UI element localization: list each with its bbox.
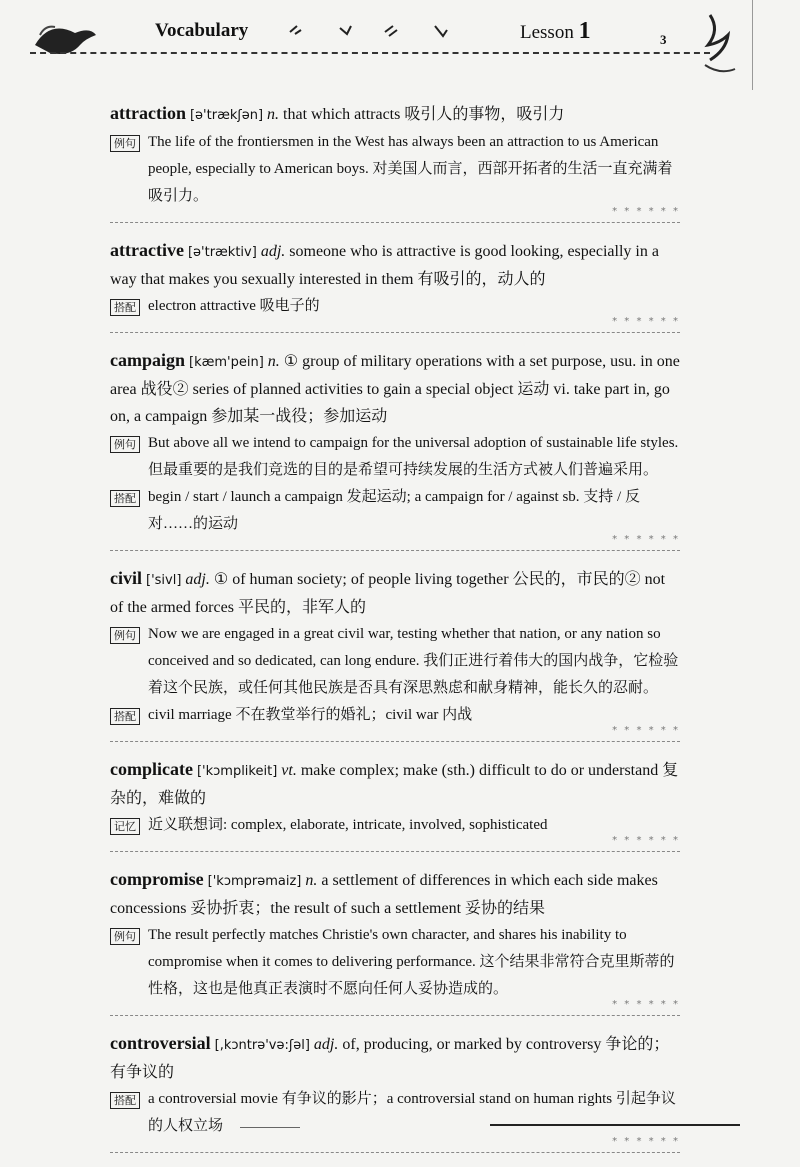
definition: someone who is attractive is good looking, especially in a way that makes you sexually interested in them 有吸引的，动人的 <box>110 243 659 288</box>
headword-line <box>110 1030 680 1086</box>
section-text: electron attractive 吸电子的 <box>148 298 320 314</box>
entry-1 <box>110 237 680 333</box>
headword-line <box>110 237 680 293</box>
entry-section <box>110 812 680 839</box>
phonetic: [ə'træktiv] <box>187 245 257 260</box>
divider-stars: * * * * * * <box>608 206 680 217</box>
divider-stars: * * * * * * <box>608 835 680 846</box>
headword-line <box>110 347 680 430</box>
headword: campaign <box>110 350 186 370</box>
section-tag: 记忆 <box>110 818 140 835</box>
page-number: 3 <box>660 32 667 47</box>
section-text: civil marriage 不在教堂举行的婚礼；civil war 内战 <box>148 707 473 723</box>
headword: controversial <box>110 1033 211 1053</box>
decorative-marks-icon <box>285 18 465 42</box>
section-tag: 例句 <box>110 135 140 152</box>
headword-line <box>110 100 680 129</box>
divider-stars: * * * * * * <box>608 534 680 545</box>
headword: civil <box>110 568 142 588</box>
section-tag: 搭配 <box>110 299 140 316</box>
phonetic: ['sivl] <box>146 573 182 588</box>
footer-line <box>490 1124 740 1126</box>
divider-stars: * * * * * * <box>608 1136 680 1147</box>
part-of-speech: adj. <box>313 1036 339 1053</box>
part-of-speech: vt. <box>281 762 297 779</box>
headword: compromise <box>110 869 204 889</box>
part-of-speech: adj. <box>260 243 286 260</box>
section-text: The result perfectly matches Christie's own character, and shares his inability to compromise when it comes to delivering performance. 这个结果非常符合克里斯蒂的性格，这也是他真正表演时不愿向任何人妥协造成的。 <box>148 927 675 997</box>
phonetic: [,kɔntrə'və:ʃəl] <box>214 1038 310 1053</box>
part-of-speech: n. <box>267 353 280 370</box>
footer-mark <box>240 1127 300 1128</box>
phonetic: [ə'trækʃən] <box>189 108 264 123</box>
entry-0 <box>110 100 680 223</box>
part-of-speech: n. <box>267 106 280 123</box>
lesson-label <box>520 18 591 45</box>
entry-2 <box>110 347 680 551</box>
section-tag: 例句 <box>110 928 140 945</box>
entries-list <box>110 100 680 1167</box>
definition: a settlement of differences in which each side makes concessions 妥协折衷；the result of such a settlement 妥协的结果 <box>110 872 658 917</box>
headword-line <box>110 565 680 621</box>
part-of-speech: adj. <box>185 571 210 588</box>
definition: make complex; make (sth.) difficult to do or understand 复杂的，难做的 <box>110 762 679 807</box>
section-text: 近义联想词: complex, elaborate, intricate, involved, sophisticated <box>148 817 548 833</box>
definition: of, producing, or marked by controversy 争论的；有争议的 <box>110 1036 670 1081</box>
phonetic: [kæm'pein] <box>189 355 264 370</box>
entry-4 <box>110 756 680 852</box>
section-text: begin / start / launch a campaign 发起运动; a campaign for / against sb. 支持 / 反对……的运动 <box>148 489 640 532</box>
section-tag: 搭配 <box>110 490 140 507</box>
header-divider <box>30 52 710 54</box>
headword: attraction <box>110 103 186 123</box>
part-of-speech: n. <box>305 872 318 889</box>
section-tag: 搭配 <box>110 708 140 725</box>
section-title: Vocabulary <box>155 20 249 41</box>
entry-section <box>110 922 680 1003</box>
definition: ① of human society; of people living together 公民的，市民的② not of the armed forces 平民的，非军人的 <box>110 571 666 616</box>
entry-divider <box>110 206 680 223</box>
entry-divider <box>110 725 680 742</box>
entry-divider <box>110 835 680 852</box>
entry-section <box>110 702 680 729</box>
entry-section <box>110 293 680 320</box>
lesson-word: Lesson <box>520 22 574 43</box>
entry-divider <box>110 534 680 551</box>
divider-stars: * * * * * * <box>608 316 680 327</box>
entry-6 <box>110 1030 680 1153</box>
section-text: The life of the frontiersmen in the West has always been an attraction to us American people, especially to American boys. 对美国人而言，西部开拓者的生活一直充满着吸引力。 <box>148 134 673 204</box>
lesson-number: 1 <box>578 18 591 44</box>
headword-line <box>110 756 680 812</box>
entry-section <box>110 129 680 210</box>
headword: complicate <box>110 759 193 779</box>
entry-divider <box>110 1136 680 1153</box>
section-text: But above all we intend to campaign for the universal adoption of sustainable life styles. 但最重要的是我们竞选的目的是希望可持续发展的生活方式被人们普遍采用。 <box>148 435 679 478</box>
divider-stars: * * * * * * <box>608 725 680 736</box>
entry-divider <box>110 999 680 1016</box>
headword: attractive <box>110 240 184 260</box>
definition: that which attracts 吸引人的事物，吸引力 <box>283 106 565 123</box>
bird-ornament-right-icon <box>690 5 750 75</box>
section-tag: 例句 <box>110 627 140 644</box>
entry-3 <box>110 565 680 742</box>
section-tag: 例句 <box>110 436 140 453</box>
page-edge <box>752 0 759 90</box>
phonetic: ['kɔmplikeit] <box>196 764 278 779</box>
headword-line <box>110 866 680 922</box>
entry-5 <box>110 866 680 1016</box>
entry-section <box>110 621 680 702</box>
section-text: a controversial movie 有争议的影片；a controversial stand on human rights 引起争议的人权立场 <box>148 1091 676 1134</box>
entry-divider <box>110 316 680 333</box>
definition: ① group of military operations with a set purpose, usu. in one area 战役② series of planned activities to gain a special object 运动 vi. take part in, go on, a campaign 参加某一战役；参加运动 <box>110 353 680 425</box>
phonetic: ['kɔmprəmaiz] <box>207 874 302 889</box>
page-header <box>0 0 800 70</box>
section-tag: 搭配 <box>110 1092 140 1109</box>
section-text: Now we are engaged in a great civil war, testing whether that nation, or any nation so conceived and so dedicated, can long endure. 我们正进行着伟大的国内战争，它检验着这个民族，或任何其他民族是否具有深思熟虑和献身精神，能长久的忍耐。 <box>148 626 679 696</box>
divider-stars: * * * * * * <box>608 999 680 1010</box>
entry-section <box>110 484 680 538</box>
entry-section <box>110 430 680 484</box>
